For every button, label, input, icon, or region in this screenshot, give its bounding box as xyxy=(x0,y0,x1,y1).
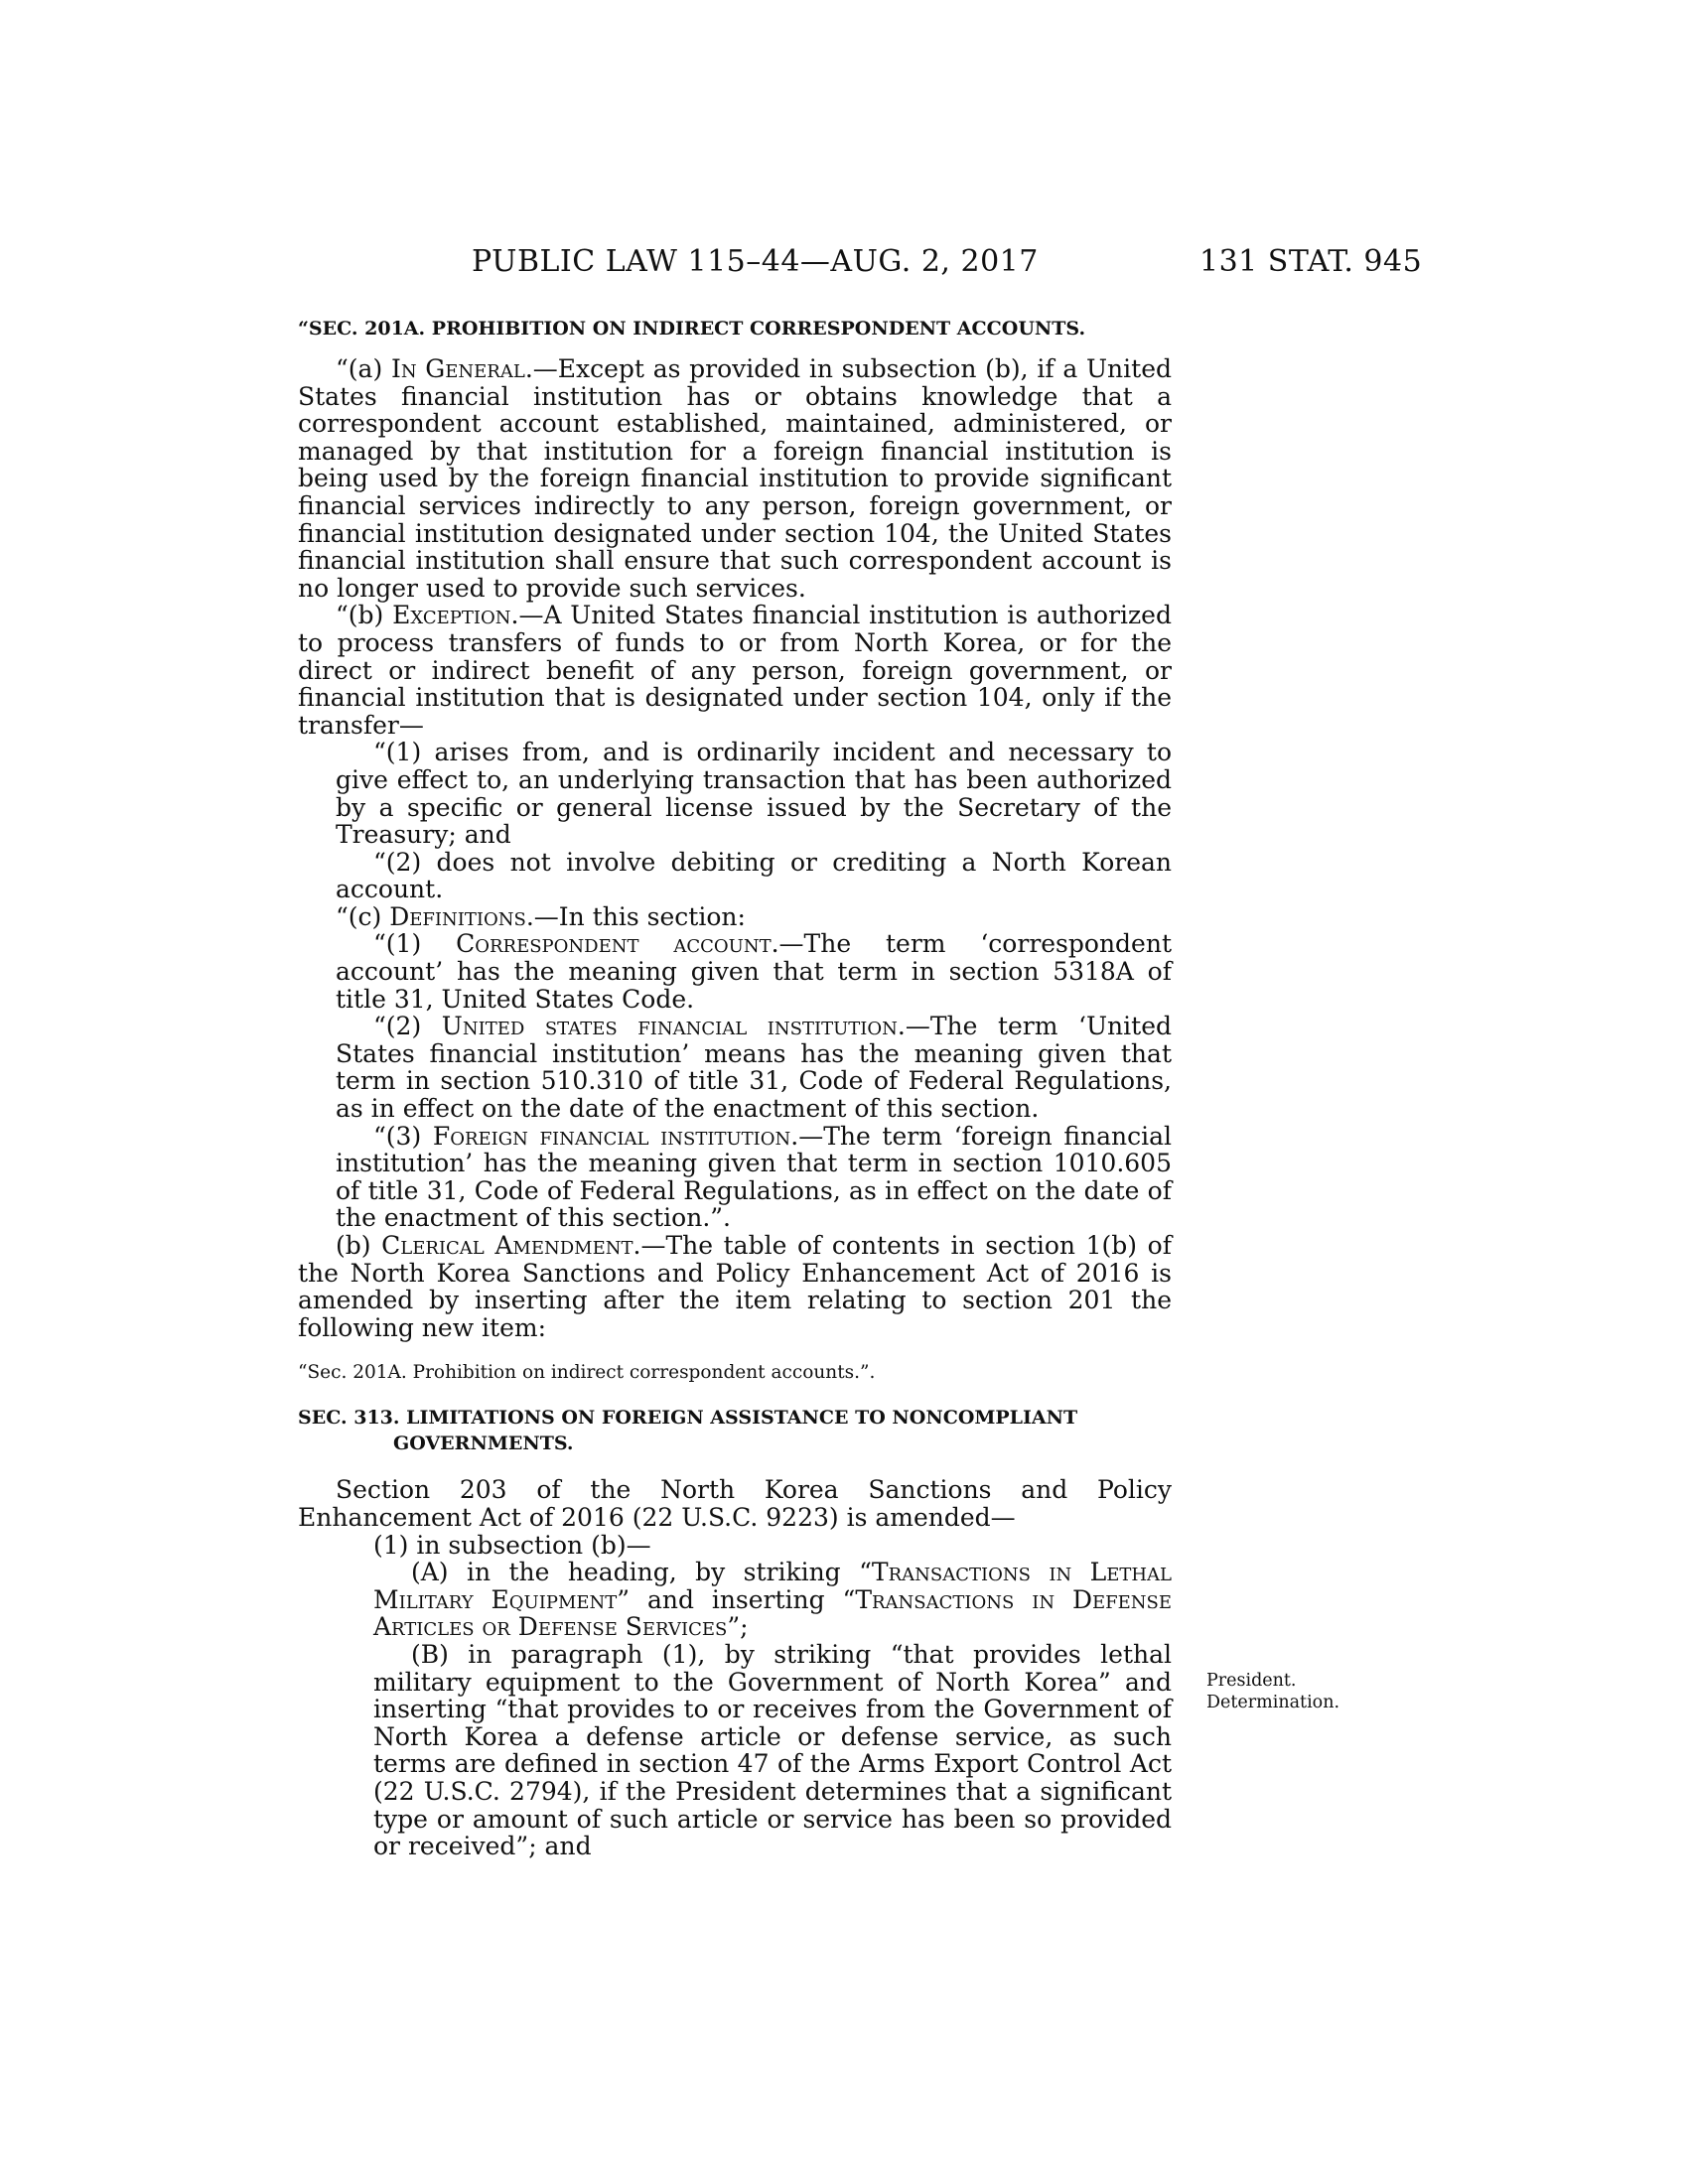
definition-c1-label: “(1) xyxy=(373,929,457,959)
section-313-intro: Section 203 of the North Korea Sanctions and Policy Enhancement Act of 2016 (22 U.S.C. 9223) is amended— xyxy=(298,1475,1172,1532)
definition-c3 xyxy=(298,1123,1172,1232)
clerical-amendment xyxy=(298,1232,1172,1341)
running-head xyxy=(298,244,1423,288)
text-column xyxy=(298,316,1172,1860)
page-number: 131 STAT. 945 xyxy=(1199,244,1423,279)
subsection-b-title: Exception xyxy=(392,601,511,630)
subsection-b-label: “(b) xyxy=(336,601,393,630)
definition-c1-text: .—The term ‘correspondent account’ has the meaning given that term in section 5318A of title 31, United States Code. xyxy=(336,929,1172,1014)
item-a-pre: (A) in the heading, by striking “ xyxy=(411,1558,872,1587)
subsection-b-text: .—A United States financial institution is authorized to process transfers of funds to or from North Korea, or for the direct or indirect benefit of any person, foreign government, or financial institution that is designated under section 104, only if the transfer— xyxy=(298,601,1172,740)
margin-note-line2: Determination. xyxy=(1206,1693,1340,1712)
definition-c3-text: .—The term ‘foreign financial institution’ has the meaning given that term in section 1010.605 of title 31, Code of Federal Regulations, as in effect on the date of the enactment of this section.”. xyxy=(336,1121,1173,1233)
item-a-mid: ” and inserting “ xyxy=(617,1584,856,1614)
definition-c1 xyxy=(298,930,1172,1013)
section-313-heading-line1: SEC. 313. LIMITATIONS ON FOREIGN ASSISTANCE TO NONCOMPLIANT xyxy=(298,1407,1078,1430)
definition-c2-text: .—The term ‘United States financial institution’ means has the meaning given that term in section 510.310 of title 31, Code of Federal Regulations, as in effect on the date of the enactment of this section. xyxy=(336,1012,1172,1124)
item-b: (B) in paragraph (1), by striking “that provides lethal military equipment to the Government of North Korea” and inserting “that provides to or receives from the Government of North Korea a defense article or defense service, as such terms are defined in section 47 of the Arms Export Control Act (22 U.S.C. 2794), if the President determines that a significant type or amount of such article or service has been so provided or received”; and xyxy=(373,1639,1172,1861)
definition-c3-title: Foreign financial institution xyxy=(432,1121,791,1151)
paragraph-b1: “(1) arises from, and is ordinarily incident and necessary to give effect to, an underlying transaction that has been authorized by a specific or general license issued by the Secretary of the Treasury; and xyxy=(336,738,1172,850)
subsection-a-label: “(a) xyxy=(336,354,391,383)
toc-item: “Sec. 201A. Prohibition on indirect correspondent accounts.”. xyxy=(298,1362,876,1384)
section-313-heading-line2: GOVERNMENTS. xyxy=(393,1433,574,1455)
item-a-inserted-heading: Transactions in Defense Articles or Defense Services xyxy=(373,1584,1172,1642)
clerical-amendment-text: .—The table of contents in section 1(b) of the North Korea Sanctions and Policy Enhancement Act of 2016 is amended by inserting after the item relating to section 201 the following new item: xyxy=(298,1231,1172,1342)
subsection-b xyxy=(298,602,1172,739)
subsection-c-label: “(c) xyxy=(336,901,390,931)
running-head-title: PUBLIC LAW 115–44—AUG. 2, 2017 xyxy=(472,244,1039,279)
definition-c2 xyxy=(298,1013,1172,1122)
subsection-a xyxy=(298,355,1172,602)
item-a-post: ”; xyxy=(727,1612,749,1642)
subsection-c-text: .—In this section: xyxy=(525,901,746,931)
definition-c2-title: United states financial institution xyxy=(441,1012,898,1041)
margin-note-line1: President. xyxy=(1206,1671,1297,1691)
item-1: (1) in subsection (b)— xyxy=(373,1530,651,1560)
margin-note xyxy=(1206,1670,1375,1713)
paragraph-b2: “(2) does not involve debiting or crediting a North Korean account. xyxy=(336,847,1172,904)
clerical-amendment-title: Clerical Amendment xyxy=(381,1231,633,1260)
subsection-a-title: In General xyxy=(390,354,525,383)
clerical-amendment-label: (b) xyxy=(336,1231,382,1260)
item-a-struck-heading: Transactions in Lethal Military Equipment xyxy=(373,1558,1172,1614)
section-201a-heading: “SEC. 201A. PROHIBITION ON INDIRECT CORRESPONDENT ACCOUNTS. xyxy=(298,318,1086,340)
definition-c3-label: “(3) xyxy=(373,1121,433,1151)
subsection-a-text: .—Except as provided in subsection (b), if a United States financial institution has or obtains knowledge that a correspondent account established, maintained, administered, or managed by that institution for a foreign financial institution is being used by the foreign financial institution to provide significant financial services indirectly to any person, foreign government, or financial institution designated under section 104, the United States financial institution shall ensure that such correspondent account is no longer used to provide such services. xyxy=(298,354,1172,603)
item-a xyxy=(298,1559,1172,1641)
definition-c1-title: Correspondent account xyxy=(456,929,772,959)
subsection-c xyxy=(298,903,1172,931)
definition-c2-label: “(2) xyxy=(373,1012,442,1041)
section-313-heading xyxy=(298,1405,1172,1456)
subsection-c-title: Definitions xyxy=(389,901,526,931)
